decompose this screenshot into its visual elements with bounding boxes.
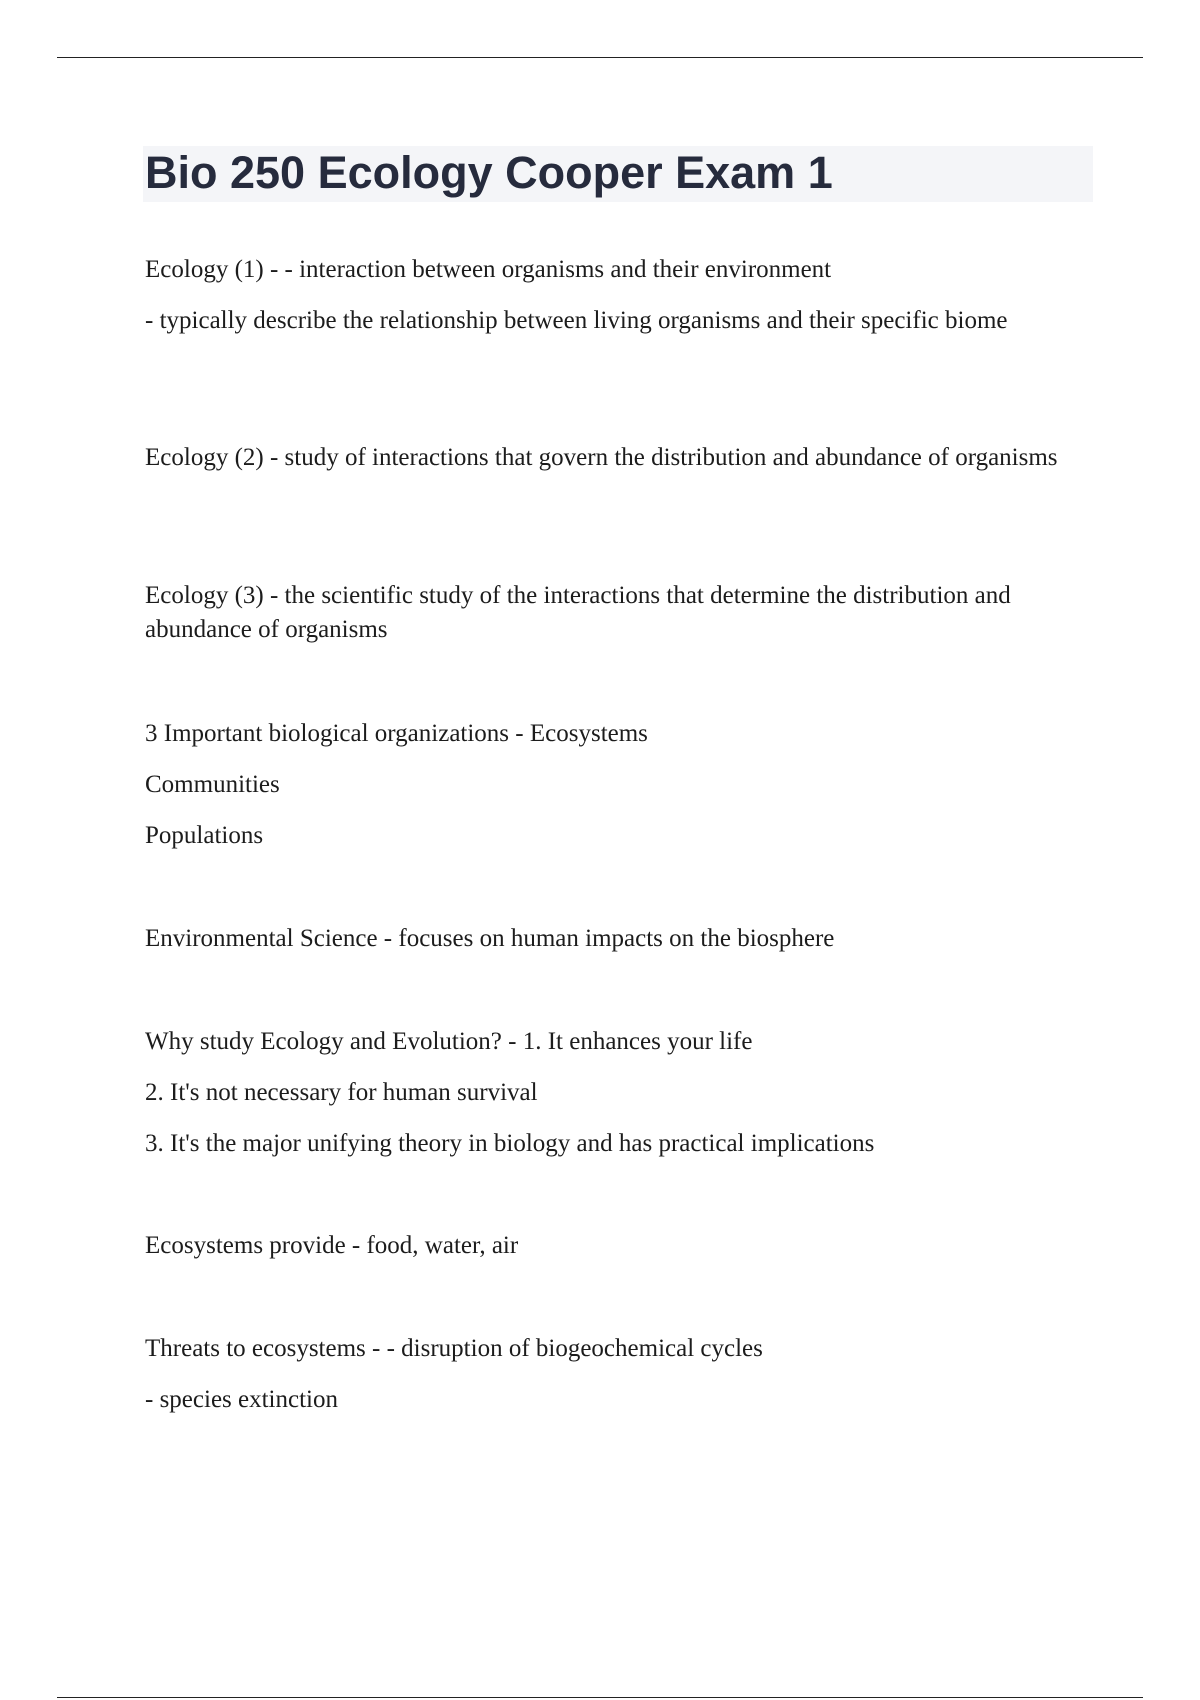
flashcard-why-study (145, 1025, 1085, 1161)
flashcard-threats (145, 1332, 1085, 1417)
footer-rule (57, 1697, 1143, 1698)
flashcard-biological-organizations (145, 717, 1085, 853)
card-term-definition: Environmental Science - focuses on human impacts on the biosphere (145, 925, 835, 952)
flashcard-ecology-1 (145, 253, 1085, 338)
card-term-definition: Ecology (3) - the scientific study of the interactions that determine the distribution and abundance of organisms (145, 582, 1011, 643)
card-detail: Populations (145, 822, 264, 849)
card-term-definition: Why study Ecology and Evolution? - 1. It enhances your life (145, 1028, 753, 1055)
flashcard-environmental-science (145, 922, 1085, 956)
flashcard-ecology-3 (145, 579, 1085, 647)
card-detail: 2. It's not necessary for human survival (145, 1079, 538, 1106)
card-detail: 3. It's the major unifying theory in biology and has practical implications (145, 1130, 875, 1157)
card-term-definition: 3 Important biological organizations - Ecosystems (145, 720, 648, 747)
document-title: Bio 250 Ecology Cooper Exam 1 (145, 147, 833, 198)
header-rule (57, 57, 1143, 58)
flashcard-ecology-2 (145, 441, 1085, 475)
flashcard-ecosystems-provide (145, 1229, 1085, 1263)
card-term-definition: Ecology (2) - study of interactions that govern the distribution and abundance of organisms (145, 444, 1058, 471)
card-term-definition: Threats to ecosystems - - disruption of biogeochemical cycles (145, 1335, 763, 1362)
card-detail: Communities (145, 771, 280, 798)
card-detail: - species extinction (145, 1386, 338, 1413)
card-term-definition: Ecosystems provide - food, water, air (145, 1232, 519, 1259)
card-detail: - typically describe the relationship between living organisms and their specific biome (145, 307, 1008, 334)
card-term-definition: Ecology (1) - - interaction between organisms and their environment (145, 256, 832, 283)
